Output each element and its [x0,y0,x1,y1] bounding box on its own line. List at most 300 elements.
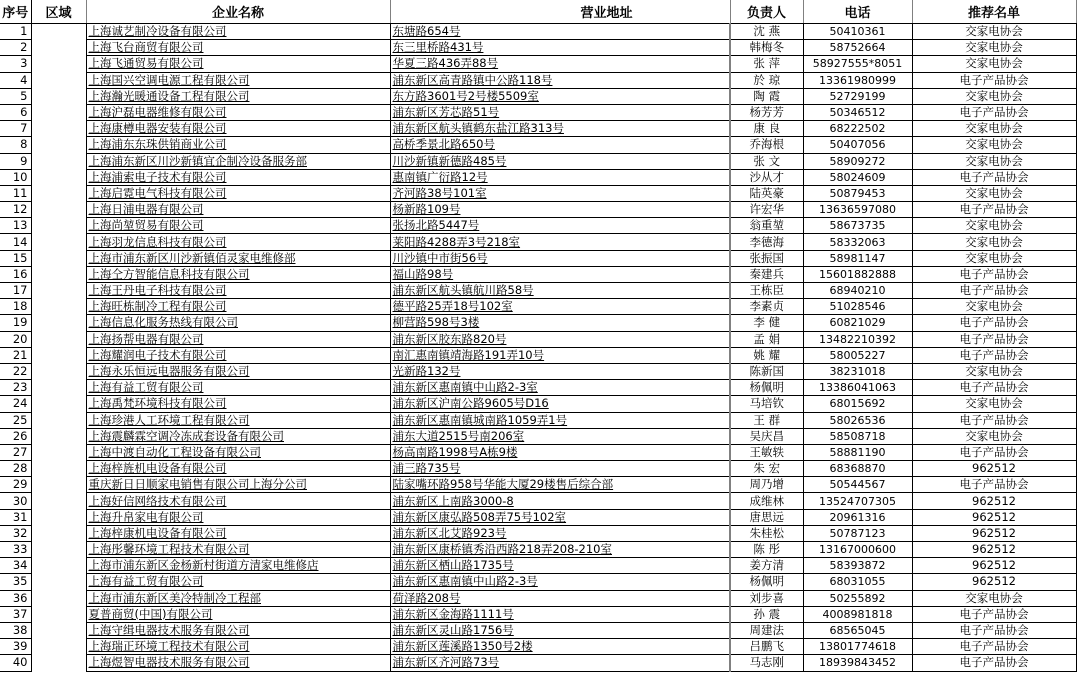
cell-company-name[interactable]: 上海煜智电器技术服务有限公司 [86,655,390,671]
cell-person[interactable]: 陈 彤 [730,542,803,558]
cell-recommend[interactable]: 交家电协会 [912,590,1076,606]
header-recommend[interactable]: 推荐名单 [912,0,1076,24]
cell-phone[interactable]: 68565045 [803,622,912,638]
cell-company-name[interactable]: 上海好信网络技术有限公司 [86,493,390,509]
cell-company-name[interactable]: 上海王丹电子科技有限公司 [86,283,390,299]
cell-no[interactable]: 6 [0,104,31,120]
cell-address[interactable]: 东塘路654号 [390,24,730,40]
cell-no[interactable]: 20 [0,331,31,347]
cell-company-name[interactable]: 上海永乐恒远电器服务有限公司 [86,363,390,379]
cell-no[interactable]: 37 [0,606,31,622]
cell-no[interactable]: 18 [0,299,31,315]
cell-address[interactable]: 华夏三路436弄88号 [390,56,730,72]
cell-no[interactable]: 33 [0,542,31,558]
header-person[interactable]: 负责人 [730,0,803,24]
cell-address[interactable]: 浦东新区金海路1111号 [390,606,730,622]
cell-person[interactable]: 张振国 [730,250,803,266]
cell-address[interactable]: 川沙镇中市街56号 [390,250,730,266]
cell-recommend[interactable]: 962512 [912,542,1076,558]
cell-area[interactable] [31,185,86,201]
cell-person[interactable]: 王 群 [730,412,803,428]
cell-person[interactable]: 沈 燕 [730,24,803,40]
cell-recommend[interactable]: 962512 [912,493,1076,509]
cell-address[interactable]: 浦东新区康弘路508弄75号102室 [390,509,730,525]
cell-no[interactable]: 25 [0,412,31,428]
table-row [0,493,1076,509]
cell-address[interactable]: 莱阳路4288弄3号218室 [390,234,730,250]
cell-area[interactable] [31,218,86,234]
cell-no[interactable]: 38 [0,622,31,638]
cell-phone[interactable]: 58927555*8051 [803,56,912,72]
cell-area[interactable] [31,202,86,218]
cell-company-name[interactable]: 上海诚艺制冷设备有限公司 [86,24,390,40]
cell-no[interactable]: 16 [0,266,31,282]
cell-address[interactable]: 浦东新区航头镇鹤东盐江路313号 [390,121,730,137]
cell-no[interactable]: 40 [0,655,31,671]
cell-no[interactable]: 28 [0,461,31,477]
cell-no[interactable]: 29 [0,477,31,493]
cell-phone[interactable]: 15601882888 [803,266,912,282]
cell-area[interactable] [31,363,86,379]
cell-address[interactable]: 浦东新区航头镇航川路58号 [390,283,730,299]
cell-recommend[interactable]: 交家电协会 [912,428,1076,444]
cell-company-name[interactable]: 上海日浦电器有限公司 [86,202,390,218]
table-row [0,347,1076,363]
cell-phone[interactable]: 58005227 [803,347,912,363]
cell-company-name[interactable]: 上海瑞正环境工程技术有限公司 [86,639,390,655]
cell-company-name[interactable]: 上海康樽电器安装有限公司 [86,121,390,137]
cell-area[interactable] [31,121,86,137]
cell-person[interactable]: 周乃增 [730,477,803,493]
cell-recommend[interactable]: 电子产品协会 [912,444,1076,460]
table-row [0,412,1076,428]
cell-address[interactable]: 陆家嘴环路958号华能大厦29楼售后综合部 [390,477,730,493]
cell-company-name[interactable]: 上海守缉电器技术服务有限公司 [86,622,390,638]
cell-recommend[interactable]: 962512 [912,461,1076,477]
cell-phone[interactable]: 68368870 [803,461,912,477]
cell-area[interactable] [31,493,86,509]
cell-phone[interactable]: 58508718 [803,428,912,444]
cell-no[interactable]: 15 [0,250,31,266]
cell-address[interactable]: 浦东新区惠南镇城南路1059弄1号 [390,412,730,428]
cell-company-name[interactable]: 上海浦东东珠供销商业公司 [86,137,390,153]
cell-recommend[interactable]: 电子产品协会 [912,331,1076,347]
cell-area[interactable] [31,622,86,638]
cell-recommend[interactable]: 电子产品协会 [912,315,1076,331]
cell-no[interactable]: 5 [0,88,31,104]
table-row [0,655,1076,671]
cell-person[interactable]: 陆英豪 [730,185,803,201]
cell-phone[interactable]: 13482210392 [803,331,912,347]
cell-company-name[interactable]: 上海有益工贸有限公司 [86,380,390,396]
cell-phone[interactable]: 38231018 [803,363,912,379]
cell-person[interactable]: 翁重堃 [730,218,803,234]
cell-recommend[interactable]: 交家电协会 [912,40,1076,56]
cell-company-name[interactable]: 上海飞台商贸有限公司 [86,40,390,56]
cell-area[interactable] [31,137,86,153]
cell-no[interactable]: 22 [0,363,31,379]
cell-person[interactable]: 姜方清 [730,558,803,574]
header-no[interactable]: 序号 [0,0,31,24]
cell-area[interactable] [31,509,86,525]
cell-area[interactable] [31,606,86,622]
cell-phone[interactable]: 68015692 [803,396,912,412]
cell-area[interactable] [31,104,86,120]
cell-company-name[interactable]: 重庆新日日顺家电销售有限公司上海分公司 [86,477,390,493]
cell-address[interactable]: 浦东新区惠南镇中山路2-3室 [390,380,730,396]
cell-no[interactable]: 39 [0,639,31,655]
cell-person[interactable]: 马培钦 [730,396,803,412]
cell-address[interactable]: 浦东新区惠南镇中山路2-3号 [390,574,730,590]
cell-address[interactable]: 浦东新区齐河路73号 [390,655,730,671]
cell-no[interactable]: 21 [0,347,31,363]
cell-person[interactable]: 沙从才 [730,169,803,185]
cell-company-name[interactable]: 上海升帛家电有限公司 [86,509,390,525]
cell-recommend[interactable]: 交家电协会 [912,396,1076,412]
cell-person[interactable]: 於 琼 [730,72,803,88]
cell-address[interactable]: 浦东新区栖山路1735号 [390,558,730,574]
cell-company-name[interactable]: 上海沪磊电器维修有限公司 [86,104,390,120]
cell-address[interactable]: 杨高南路1998号A栋9楼 [390,444,730,460]
cell-person[interactable]: 吴庆昌 [730,428,803,444]
cell-area[interactable] [31,72,86,88]
cell-company-name[interactable]: 上海国兴空调电源工程有限公司 [86,72,390,88]
table-row [0,396,1076,412]
cell-no[interactable]: 11 [0,185,31,201]
cell-no[interactable]: 36 [0,590,31,606]
cell-phone[interactable]: 58332063 [803,234,912,250]
cell-person[interactable]: 吕鹏飞 [730,639,803,655]
cell-company-name[interactable]: 上海有益工贸有限公司 [86,574,390,590]
cell-no[interactable]: 8 [0,137,31,153]
cell-address[interactable]: 光新路132号 [390,363,730,379]
cell-recommend[interactable]: 电子产品协会 [912,606,1076,622]
cell-company-name[interactable]: 上海启霓电气科技有限公司 [86,185,390,201]
cell-phone[interactable]: 68222502 [803,121,912,137]
cell-phone[interactable]: 58024609 [803,169,912,185]
cell-no[interactable]: 30 [0,493,31,509]
cell-area[interactable] [31,461,86,477]
cell-recommend[interactable]: 962512 [912,574,1076,590]
cell-phone[interactable]: 50346512 [803,104,912,120]
cell-no[interactable]: 35 [0,574,31,590]
cell-phone[interactable]: 51028546 [803,299,912,315]
cell-phone[interactable]: 50407056 [803,137,912,153]
cell-area[interactable] [31,40,86,56]
cell-company-name[interactable]: 夏普商贸(中国)有限公司 [86,606,390,622]
cell-address[interactable]: 杨新路109号 [390,202,730,218]
cell-company-name[interactable]: 上海旺栋制冷工程有限公司 [86,299,390,315]
cell-company-name[interactable]: 上海飞通贸易有限公司 [86,56,390,72]
cell-person[interactable]: 李素贞 [730,299,803,315]
cell-recommend[interactable]: 交家电协会 [912,250,1076,266]
cell-company-name[interactable]: 上海震麟霖空调冷冻成套设备有限公司 [86,428,390,444]
cell-phone[interactable]: 58981147 [803,250,912,266]
cell-no[interactable]: 27 [0,444,31,460]
cell-person[interactable]: 张 文 [730,153,803,169]
cell-recommend[interactable]: 电子产品协会 [912,104,1076,120]
cell-recommend[interactable]: 电子产品协会 [912,639,1076,655]
table-row [0,574,1076,590]
cell-area[interactable] [31,347,86,363]
cell-recommend[interactable]: 962512 [912,525,1076,541]
cell-person[interactable]: 杨佩明 [730,574,803,590]
cell-phone[interactable]: 4008981818 [803,606,912,622]
cell-recommend[interactable]: 电子产品协会 [912,655,1076,671]
cell-company-name[interactable]: 上海浦索电子技术有限公司 [86,169,390,185]
cell-person[interactable]: 李 健 [730,315,803,331]
cell-recommend[interactable]: 电子产品协会 [912,169,1076,185]
cell-company-name[interactable]: 上海瀚光暖通设备工程有限公司 [86,88,390,104]
cell-phone[interactable]: 13524707305 [803,493,912,509]
cell-phone[interactable]: 52729199 [803,88,912,104]
cell-no[interactable]: 34 [0,558,31,574]
cell-area[interactable] [31,428,86,444]
cell-phone[interactable]: 58393872 [803,558,912,574]
cell-person[interactable]: 李德海 [730,234,803,250]
cell-company-name[interactable]: 上海浦东新区川沙新镇宜企制冷设备服务部 [86,153,390,169]
cell-person[interactable]: 朱 宏 [730,461,803,477]
cell-recommend[interactable]: 交家电协会 [912,153,1076,169]
cell-company-name[interactable]: 上海梓旌机电设备有限公司 [86,461,390,477]
cell-phone[interactable]: 58673735 [803,218,912,234]
cell-address[interactable]: 浦东新区芳芯路51号 [390,104,730,120]
cell-person[interactable]: 周建法 [730,622,803,638]
cell-area[interactable] [31,88,86,104]
cell-no[interactable]: 7 [0,121,31,137]
cell-address[interactable]: 浦东大道2515号南206室 [390,428,730,444]
cell-no[interactable]: 2 [0,40,31,56]
table-row [0,121,1076,137]
cell-company-name[interactable]: 上海市浦东新区川沙新镇佰灵家电维修部 [86,250,390,266]
cell-area[interactable] [31,299,86,315]
cell-area[interactable] [31,396,86,412]
cell-area[interactable] [31,56,86,72]
cell-phone[interactable]: 13361980999 [803,72,912,88]
cell-recommend[interactable]: 电子产品协会 [912,283,1076,299]
cell-phone[interactable]: 58026536 [803,412,912,428]
cell-address[interactable]: 东方路3601号2号楼5509室 [390,88,730,104]
cell-area[interactable] [31,655,86,671]
cell-no[interactable]: 13 [0,218,31,234]
cell-company-name[interactable]: 上海羽龙信息科技有限公司 [86,234,390,250]
cell-phone[interactable]: 60821029 [803,315,912,331]
cell-recommend[interactable]: 交家电协会 [912,234,1076,250]
cell-area[interactable] [31,234,86,250]
cell-person[interactable]: 陈新国 [730,363,803,379]
cell-company-name[interactable]: 上海尚堃贸易有限公司 [86,218,390,234]
cell-no[interactable]: 26 [0,428,31,444]
cell-person[interactable]: 唐思远 [730,509,803,525]
cell-no[interactable]: 31 [0,509,31,525]
cell-no[interactable]: 19 [0,315,31,331]
cell-phone[interactable]: 20961316 [803,509,912,525]
cell-phone[interactable]: 18939843452 [803,655,912,671]
cell-area[interactable] [31,283,86,299]
cell-area[interactable] [31,477,86,493]
cell-company-name[interactable]: 上海市浦东新区美冷特制冷工程部 [86,590,390,606]
cell-person[interactable]: 杨佩明 [730,380,803,396]
cell-recommend[interactable]: 交家电协会 [912,56,1076,72]
cell-area[interactable] [31,153,86,169]
table-row [0,315,1076,331]
cell-phone[interactable]: 13636597080 [803,202,912,218]
cell-area[interactable] [31,331,86,347]
cell-phone[interactable]: 58752664 [803,40,912,56]
cell-recommend[interactable]: 交家电协会 [912,363,1076,379]
cell-recommend[interactable]: 962512 [912,558,1076,574]
header-company-name[interactable]: 企业名称 [86,0,390,24]
cell-address[interactable]: 福山路98号 [390,266,730,282]
cell-recommend[interactable]: 电子产品协会 [912,622,1076,638]
cell-address[interactable]: 柳营路598号3楼 [390,315,730,331]
cell-area[interactable] [31,24,86,40]
cell-recommend[interactable]: 交家电协会 [912,185,1076,201]
cell-no[interactable]: 17 [0,283,31,299]
header-address[interactable]: 营业地址 [390,0,730,24]
cell-company-name[interactable]: 上海禹梵环境科技有限公司 [86,396,390,412]
cell-area[interactable] [31,574,86,590]
cell-address[interactable]: 惠南镇广衍路12号 [390,169,730,185]
cell-phone[interactable]: 13386041063 [803,380,912,396]
cell-area[interactable] [31,315,86,331]
cell-address[interactable]: 浦东新区莲溪路1350号2楼 [390,639,730,655]
cell-address[interactable]: 浦三路735号 [390,461,730,477]
cell-person[interactable]: 韩梅冬 [730,40,803,56]
cell-address[interactable]: 浦东新区上南路3000-8 [390,493,730,509]
cell-recommend[interactable]: 交家电协会 [912,88,1076,104]
cell-area[interactable] [31,412,86,428]
cell-recommend[interactable]: 962512 [912,509,1076,525]
cell-phone[interactable]: 13801774618 [803,639,912,655]
cell-no[interactable]: 3 [0,56,31,72]
cell-person[interactable]: 王栋臣 [730,283,803,299]
cell-recommend[interactable]: 交家电协会 [912,121,1076,137]
cell-phone[interactable]: 50879453 [803,185,912,201]
cell-recommend[interactable]: 电子产品协会 [912,380,1076,396]
cell-person[interactable]: 姚 耀 [730,347,803,363]
cell-area[interactable] [31,525,86,541]
cell-no[interactable]: 32 [0,525,31,541]
cell-no[interactable]: 4 [0,72,31,88]
cell-area[interactable] [31,380,86,396]
cell-recommend[interactable]: 电子产品协会 [912,72,1076,88]
cell-phone[interactable]: 58881190 [803,444,912,460]
cell-area[interactable] [31,639,86,655]
cell-phone[interactable]: 50544567 [803,477,912,493]
cell-address[interactable]: 浦东新区高青路镇中公路118号 [390,72,730,88]
cell-phone[interactable]: 50787123 [803,525,912,541]
cell-person[interactable]: 秦建兵 [730,266,803,282]
cell-phone[interactable]: 13167000600 [803,542,912,558]
cell-no[interactable]: 1 [0,24,31,40]
cell-person[interactable]: 孟 娟 [730,331,803,347]
cell-address[interactable]: 南汇惠南镇靖海路191弄10号 [390,347,730,363]
cell-person[interactable]: 张 萍 [730,56,803,72]
cell-phone[interactable]: 68940210 [803,283,912,299]
cell-address[interactable]: 川沙新镇新德路485号 [390,153,730,169]
cell-person[interactable]: 马志刚 [730,655,803,671]
table-row [0,606,1076,622]
cell-recommend[interactable]: 电子产品协会 [912,477,1076,493]
cell-phone[interactable]: 58909272 [803,153,912,169]
cell-person[interactable]: 朱桂松 [730,525,803,541]
cell-person[interactable]: 杨芳芳 [730,104,803,120]
cell-no[interactable]: 10 [0,169,31,185]
cell-no[interactable]: 24 [0,396,31,412]
cell-recommend[interactable]: 交家电协会 [912,24,1076,40]
cell-recommend[interactable]: 交家电协会 [912,137,1076,153]
cell-no[interactable]: 9 [0,153,31,169]
cell-address[interactable]: 浦东新区北艾路923号 [390,525,730,541]
cell-company-name[interactable]: 上海仝方智能信息科技有限公司 [86,266,390,282]
cell-company-name[interactable]: 上海梓康机电设备有限公司 [86,525,390,541]
cell-area[interactable] [31,266,86,282]
cell-person[interactable]: 刘步喜 [730,590,803,606]
table-row [0,444,1076,460]
table-row [0,363,1076,379]
cell-address[interactable]: 浦东新区灵山路1756号 [390,622,730,638]
cell-person[interactable]: 乔海根 [730,137,803,153]
cell-recommend[interactable]: 交家电协会 [912,218,1076,234]
cell-address[interactable]: 东三里桥路431号 [390,40,730,56]
cell-person[interactable]: 陶 霞 [730,88,803,104]
cell-company-name[interactable]: 上海扬帮电器有限公司 [86,331,390,347]
cell-address[interactable]: 荷泽路208号 [390,590,730,606]
cell-person[interactable]: 孙 震 [730,606,803,622]
cell-no[interactable]: 12 [0,202,31,218]
cell-company-name[interactable]: 上海彤馨环境工程技术有限公司 [86,542,390,558]
cell-address[interactable]: 德平路25弄18号102室 [390,299,730,315]
header-row [0,0,1076,24]
cell-phone[interactable]: 50410361 [803,24,912,40]
cell-address[interactable]: 浦东新区沪南公路9605号D16 [390,396,730,412]
cell-area[interactable] [31,558,86,574]
cell-address[interactable]: 高桥季景北路650号 [390,137,730,153]
header-area[interactable]: 区域 [31,0,86,24]
cell-recommend[interactable]: 电子产品协会 [912,266,1076,282]
cell-area[interactable] [31,250,86,266]
table-row [0,622,1076,638]
cell-recommend[interactable]: 交家电协会 [912,299,1076,315]
cell-company-name[interactable]: 上海珍港人工环境工程有限公司 [86,412,390,428]
cell-area[interactable] [31,169,86,185]
cell-company-name[interactable]: 上海信息化服务热线有限公司 [86,315,390,331]
cell-address[interactable]: 浦东新区康桥镇秀沿西路218弄208-210室 [390,542,730,558]
cell-area[interactable] [31,444,86,460]
cell-address[interactable]: 浦东新区胶东路820号 [390,331,730,347]
cell-phone[interactable]: 68031055 [803,574,912,590]
cell-recommend[interactable]: 电子产品协会 [912,202,1076,218]
cell-address[interactable]: 张扬北路5447号 [390,218,730,234]
cell-person[interactable]: 成维林 [730,493,803,509]
cell-person[interactable]: 康 良 [730,121,803,137]
cell-area[interactable] [31,542,86,558]
header-phone[interactable]: 电话 [803,0,912,24]
cell-recommend[interactable]: 电子产品协会 [912,412,1076,428]
cell-no[interactable]: 14 [0,234,31,250]
cell-no[interactable]: 23 [0,380,31,396]
cell-person[interactable]: 许宏华 [730,202,803,218]
cell-address[interactable]: 齐河路38号101室 [390,185,730,201]
cell-company-name[interactable]: 上海中渡自动化工程设备有限公司 [86,444,390,460]
cell-company-name[interactable]: 上海市浦东新区金杨新村街道方清家电维修店 [86,558,390,574]
cell-person[interactable]: 王敏轶 [730,444,803,460]
cell-recommend[interactable]: 电子产品协会 [912,347,1076,363]
cell-phone[interactable]: 50255892 [803,590,912,606]
cell-area[interactable] [31,590,86,606]
cell-company-name[interactable]: 上海耀润电子技术有限公司 [86,347,390,363]
